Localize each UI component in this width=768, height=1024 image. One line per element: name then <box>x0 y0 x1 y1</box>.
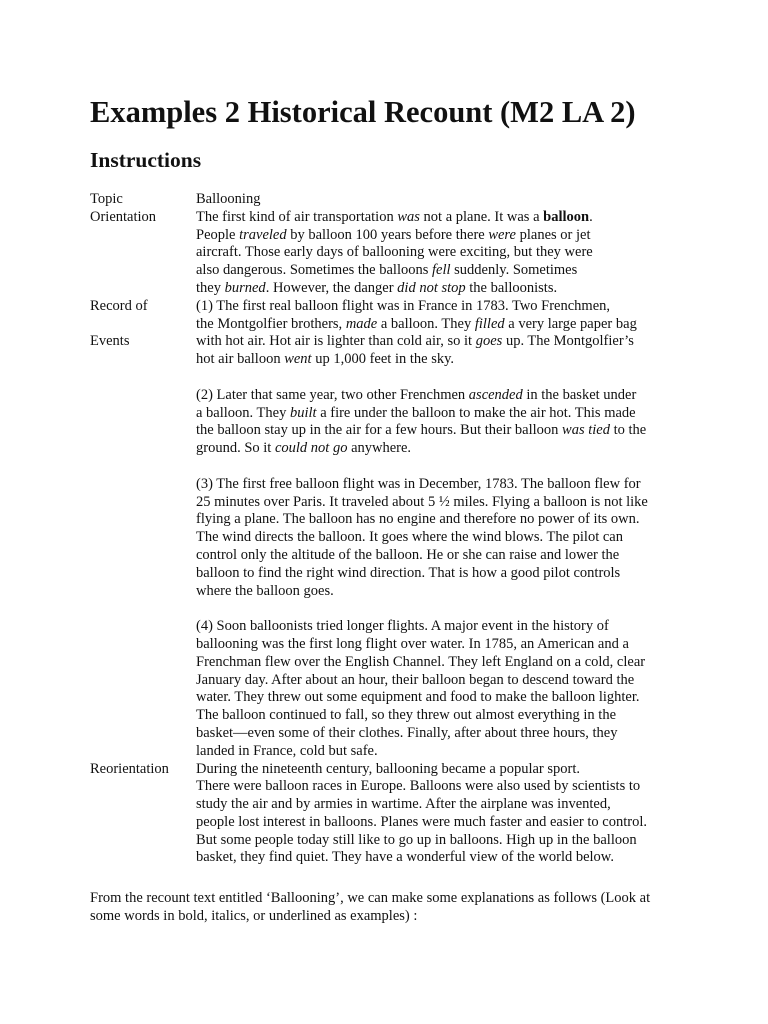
row-reorientation <box>90 761 680 868</box>
event-paragraph-4: (4) Soon balloonists tried longer flights. A major event in the history of ballooning was the first long flight over water. In 1785, an American and a Frenchman flew over the English Channel. They left England on a cold, clear January day. After about an hour, their balloon began to descend toward the water. They threw out some equipment and food to make the balloon lighter. The balloon continued to fall, so they threw out almost everything in the basket—even some of their clothes. Finally, after about three hours, they landed in France, cold but safe. <box>196 618 646 759</box>
label-reorientation: Reorientation <box>90 760 169 777</box>
page-title: Examples 2 Historical Recount (M2 LA 2) <box>90 95 636 129</box>
section-heading-instructions: Instructions <box>90 148 202 172</box>
row-orientation <box>90 209 680 298</box>
text-line: The first kind of air transportation was not a plane. It was a balloon. <box>196 208 593 225</box>
reorientation-text: During the nineteenth century, ballooning became a popular sport. There were balloon races in Europe. Balloons were also used by scientists to study the air and by armies in wartime. After the airplane was invented, people lost interest in balloons. Planes were much faster and easier to control. But some people today still like to go up in balloons. High up in the balloon basket, they find quiet. They have a wonderful view of the world below. <box>196 760 647 866</box>
text-line: aircraft. Those early days of ballooning were exciting, but they were <box>196 244 593 261</box>
orientation-text <box>196 209 680 298</box>
label-topic: Topic <box>90 191 123 207</box>
row-record-of-events <box>90 298 680 761</box>
text-line: also dangerous. Sometimes the balloons fell suddenly. Sometimes <box>196 262 578 279</box>
label-orientation: Orientation <box>90 208 157 225</box>
label-record-of-events: Record of Events <box>90 297 148 350</box>
recount-table <box>90 191 680 867</box>
closing-paragraph: From the recount text entitled ‘Ballooning’, we can make some explanations as follows (Look at some words in bold, italics, or underlined as examples) : <box>90 890 651 924</box>
text-line: they burned. However, the danger did not stop the balloonists. <box>196 279 558 296</box>
event-paragraph-2: (2) Later that same year, two other Frenchmen ascended in the basket under a balloon. They built a fire under the balloon to make the air hot. This made the balloon stay up in the air for a few hours. But their balloon was tied to the ground. So it could not go anywhere. <box>196 386 647 457</box>
topic-value: Ballooning <box>196 191 261 207</box>
text-line: People traveled by balloon 100 years before there were planes or jet <box>196 226 591 243</box>
event-paragraph-3: (3) The first free balloon flight was in December, 1783. The balloon flew for 25 minutes over Paris. It traveled about 5 ½ miles. Flying a balloon is not like flying a plane. The balloon has no engine and therefore no power of its own. The wind directs the balloon. It goes where the wind blows. The pilot can control only the altitude of the balloon. He or she can raise and lower the balloon to find the right wind direction. That is how a good pilot controls where the balloon goes. <box>196 475 648 599</box>
events-text <box>196 298 680 761</box>
event-paragraph-1: (1) The first real balloon flight was in France in 1783. Two Frenchmen, the Montgolfier brothers, made a balloon. They filled a very large paper bag with hot air. Hot air is lighter than cold air, so it goes up. The Montgolfier’s hot air balloon went up 1,000 feet in the sky. <box>196 297 637 368</box>
row-topic <box>90 191 680 209</box>
